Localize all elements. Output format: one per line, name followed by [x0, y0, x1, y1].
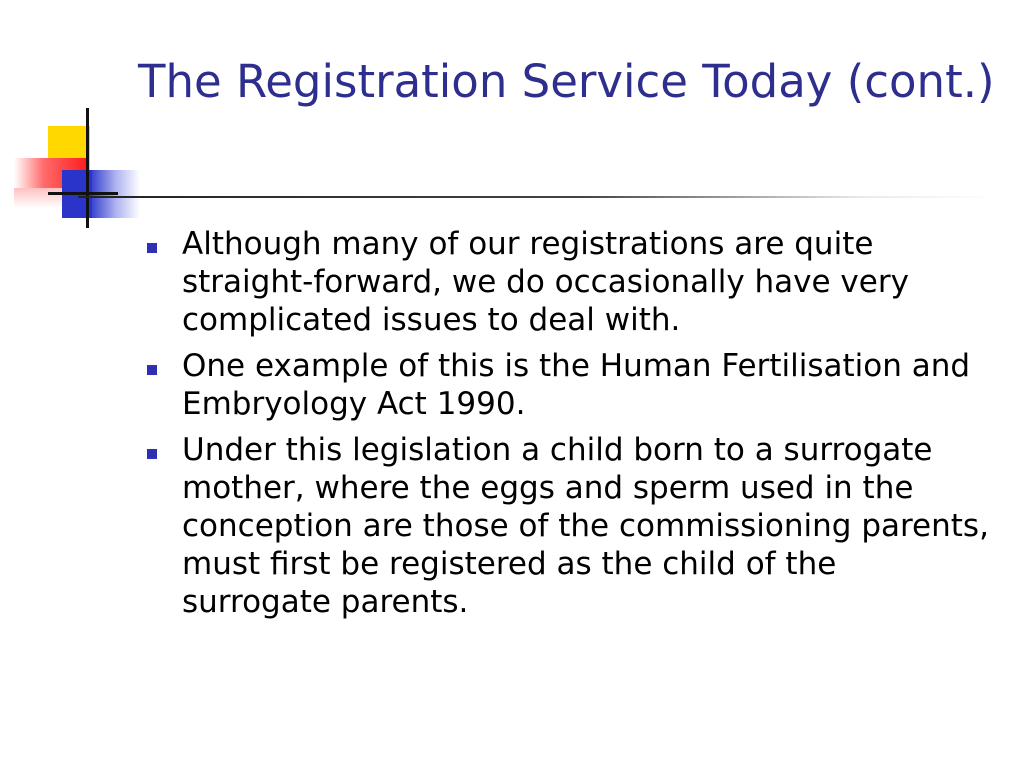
logo-vertical-line — [86, 108, 89, 228]
bullet-item — [145, 225, 995, 339]
bullet-square-icon — [147, 243, 157, 253]
decorative-squares-logo-icon — [12, 108, 142, 238]
bullet-square-icon — [147, 449, 157, 459]
slide-title: The Registration Service Today (cont.) — [138, 55, 995, 108]
bullet-item — [145, 431, 995, 621]
title-divider — [78, 196, 998, 198]
bullet-text: One example of this is the Human Fertilisation and Embryology Act 1990. — [182, 348, 971, 422]
logo-horizontal-line — [48, 192, 118, 195]
bullet-item — [145, 347, 995, 423]
bullet-list — [145, 225, 995, 629]
bullet-text: Although many of our registrations are quite straight-forward, we do occasionally have very complicated issues to deal with. — [182, 226, 909, 338]
bullet-square-icon — [147, 365, 157, 375]
bullet-text: Under this legislation a child born to a surrogate mother, where the eggs and sperm used in the conception are those of the commissioning parents, must first be registered as the child of the surrogate parents. — [182, 432, 989, 620]
